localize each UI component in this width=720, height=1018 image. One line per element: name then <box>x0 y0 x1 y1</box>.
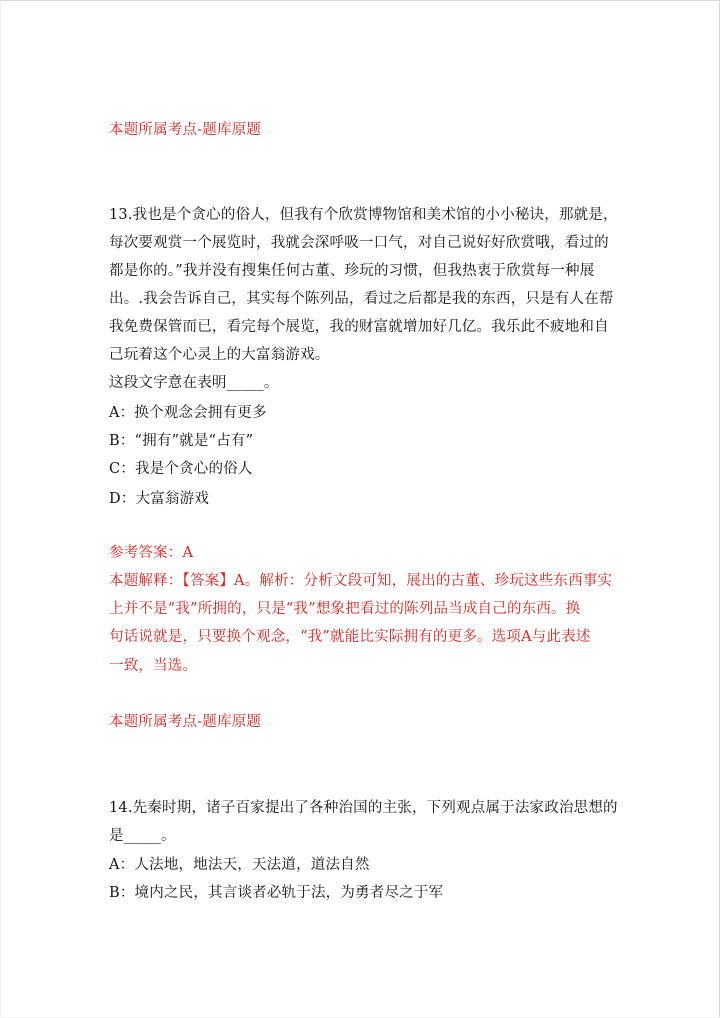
explanation-line: 上并不是“我”所拥的，只是“我”想象把看过的陈列品当成自己的东西。换 <box>109 601 581 617</box>
explanation-line: 本题解释：【答案】A。解析：分析文段可知，展出的古董、珍玩这些东西事实 <box>109 573 613 589</box>
question-text-line: 13.我也是个贪心的俗人，但我有个欣赏博物馆和美术馆的小小秘诀，那就是， <box>109 207 618 223</box>
question-prompt: 这段文字意在表明_____。 <box>109 375 279 391</box>
option-c: C：我是个贪心的俗人 <box>109 461 253 477</box>
question-text-line: 14.先秦时期，诸子百家提出了各种治国的主张，下列观点属于法家政治思想的 <box>109 800 618 816</box>
section-tag: 本题所属考点-题库原题 <box>109 714 262 730</box>
section-tag: 本题所属考点-题库原题 <box>109 122 262 138</box>
explanation-line: 句话说就是，只要换个观念，“我”就能比实际拥有的更多。选项A与此表述 <box>109 629 591 645</box>
question-text-line: 我免费保管而已，看完每个展览，我的财富就增加好几亿。我乐此不疲地和自 <box>109 319 609 335</box>
question-text-line: 己玩着这个心灵上的大富翁游戏。 <box>109 347 330 363</box>
option-b: B：境内之民，其言谈者必轨于法，为勇者尽之于军 <box>109 885 444 901</box>
question-prompt: 是_____。 <box>109 828 176 844</box>
explanation-line: 一致，当选。 <box>109 658 198 674</box>
question-text-line: 出。.我会告诉自己，其实每个陈列品，看过之后都是我的东西，只是有人在帮 <box>109 291 614 307</box>
option-a: A：人法地，地法天，天法道，道法自然 <box>109 857 370 873</box>
option-b: B：“拥有”就是“占有” <box>109 433 254 449</box>
question-text-line: 都是你的。”我并没有搜集任何古董、珍玩的习惯，但我热衷于欣赏每一种展 <box>109 263 595 279</box>
option-d: D：大富翁游戏 <box>109 491 210 507</box>
answer-label: 参考答案：A <box>109 545 194 561</box>
question-text-line: 每次要观赏一个展览时，我就会深呼吸一口气，对自己说好好欣赏哦，看过的 <box>109 235 609 251</box>
option-a: A：换个观念会拥有更多 <box>109 405 267 421</box>
